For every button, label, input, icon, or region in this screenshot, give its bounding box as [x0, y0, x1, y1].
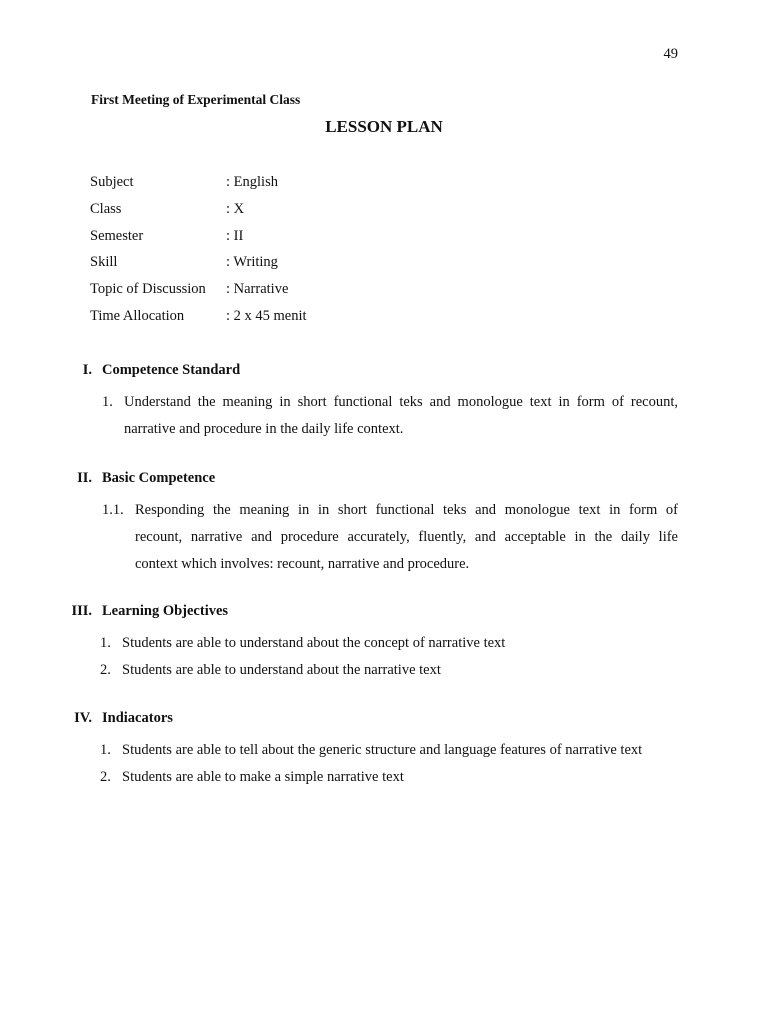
info-row-semester [90, 228, 307, 255]
list-item-number: 1. [100, 742, 111, 758]
section-title: Basic Competence [102, 470, 216, 486]
list-item [100, 737, 678, 764]
info-row-subject [90, 174, 307, 201]
list-item [102, 389, 678, 443]
list-item-number: 1.1. [102, 502, 124, 518]
list-item-line: Understand the meaning in short functional teks and monologue text in form of recount, [124, 394, 678, 410]
meeting-heading: First Meeting of Experimental Class [91, 92, 301, 107]
info-value: : II [226, 227, 244, 244]
list-item-number: 2. [100, 769, 111, 785]
list-item-line: Students are able to understand about the concept of narrative text [122, 635, 506, 651]
page-number: 49 [663, 46, 678, 62]
info-label: Semester [90, 227, 144, 244]
list-item-line: recount, narrative and procedure accurately, fluently, and acceptable in the daily life [135, 529, 678, 545]
info-label: Class [90, 200, 122, 217]
section-indicators [0, 710, 768, 791]
list-item [100, 630, 678, 657]
list-item-line: Students are able to tell about the generic structure and language features of narrative text [122, 742, 643, 758]
list-item-number: 2. [100, 662, 111, 678]
list-item [100, 764, 678, 791]
list-item-number: 1. [100, 635, 111, 651]
list-item-line: context which involves: recount, narrative and procedure. [135, 556, 470, 572]
document-title: LESSON PLAN [325, 117, 443, 136]
section-title: Competence Standard [102, 362, 241, 378]
section-number: III. [71, 603, 92, 619]
section-competence-standard [0, 362, 768, 443]
info-value: : English [226, 174, 278, 190]
section-number: II. [77, 470, 92, 486]
section-learning-objectives [0, 603, 768, 684]
section-basic-competence [0, 470, 768, 578]
list-item-line: Students are able to make a simple narrative text [122, 769, 404, 785]
list-item [102, 497, 678, 578]
section-heading [0, 362, 768, 389]
info-value: : X [226, 200, 245, 217]
info-label: Skill [90, 254, 118, 271]
info-value: : 2 x 45 menit [226, 307, 307, 324]
section-number: IV. [74, 710, 92, 726]
lesson-info-table [90, 174, 307, 335]
list-item-line: Responding the meaning in in short functional teks and monologue text in form of [135, 502, 678, 518]
section-title: Learning Objectives [102, 603, 229, 619]
info-row-skill [90, 254, 307, 281]
section-heading [0, 603, 768, 630]
info-label: Topic of Discussion [90, 281, 206, 298]
section-number: I. [82, 362, 92, 378]
section-heading [0, 710, 768, 737]
list-item-line: narrative and procedure in the daily life context. [124, 421, 404, 437]
list-item [100, 657, 678, 684]
section-title: Indiacators [102, 710, 173, 726]
info-row-time-allocation [90, 308, 307, 335]
list-item-line: Students are able to understand about the narrative text [122, 662, 441, 678]
info-row-topic [90, 281, 307, 308]
info-value: : Narrative [226, 281, 289, 298]
section-heading [0, 470, 768, 497]
list-item-number: 1. [102, 394, 113, 410]
info-row-class [90, 201, 307, 228]
info-label: Time Allocation [90, 307, 185, 324]
info-value: : Writing [226, 254, 278, 271]
info-label: Subject [90, 174, 134, 190]
